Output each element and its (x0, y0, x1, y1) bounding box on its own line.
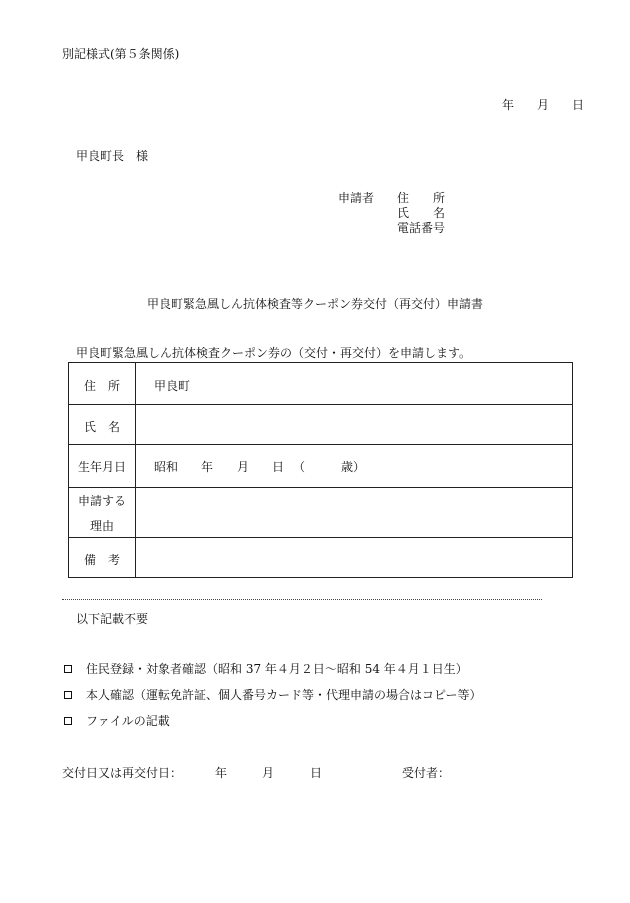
issue-month-label: 月 (262, 766, 275, 780)
intro-text: 甲良町緊急風しん抗体検査クーポン券の（交付・再交付）を申請します。 (76, 346, 472, 360)
issue-date-label: 交付日又は再交付日： (62, 766, 183, 780)
reason-label-line1: 申請する (77, 494, 126, 508)
document-title: 甲良町緊急風しん抗体検査等クーポン券交付（再交付）申請書 (146, 297, 483, 311)
applicant-phone-label: 電話番号 (397, 221, 446, 235)
address-label: 住 所 (83, 379, 120, 393)
date-year-label: 年 (502, 98, 515, 112)
check-item-identity: 本人確認（運転免許証、個人番号カード等・代理申請の場合はコピー等） (86, 688, 482, 702)
table-row-divider (68, 404, 573, 405)
table-column-divider (135, 362, 136, 578)
form-reference: 別記様式(第５条関係) (62, 47, 180, 61)
office-use-heading: 以下記載不要 (76, 612, 149, 626)
check-item-resident: 住民登録・対象者確認（昭和 37 年４月２日～昭和 54 年４月１日生） (86, 662, 468, 676)
date-month-label: 月 (537, 98, 550, 112)
checkbox-icon (64, 665, 72, 673)
applicant-address-label: 住 所 (397, 191, 446, 205)
date-day-label: 日 (572, 98, 585, 112)
name-label: 氏 名 (83, 420, 120, 434)
table-row-divider (68, 487, 573, 488)
receiver-label: 受付者： (402, 766, 451, 780)
address-value: 甲良町 (154, 379, 191, 393)
check-item-file: ファイルの記載 (86, 714, 170, 728)
remarks-label: 備 考 (83, 553, 120, 567)
dotted-separator (62, 599, 542, 600)
reason-label-line2: 理由 (89, 519, 114, 533)
addressee: 甲良町長 様 (76, 149, 149, 163)
applicant-label: 申請者 (338, 191, 375, 205)
issue-day-label: 日 (310, 766, 323, 780)
birth-date-label: 生年月日 (77, 460, 126, 474)
birth-era: 昭和 (154, 460, 179, 474)
birth-year-label: 年 (201, 460, 214, 474)
checkbox-icon (64, 691, 72, 699)
issue-year-label: 年 (215, 766, 228, 780)
applicant-name-label: 氏 名 (397, 206, 446, 220)
table-row-divider (68, 537, 573, 538)
checkbox-icon (64, 717, 72, 725)
birth-month-label: 月 (237, 460, 250, 474)
table-row-divider (68, 444, 573, 445)
birth-age-field: （ 歳） (293, 460, 366, 474)
birth-day-label: 日 (272, 460, 285, 474)
